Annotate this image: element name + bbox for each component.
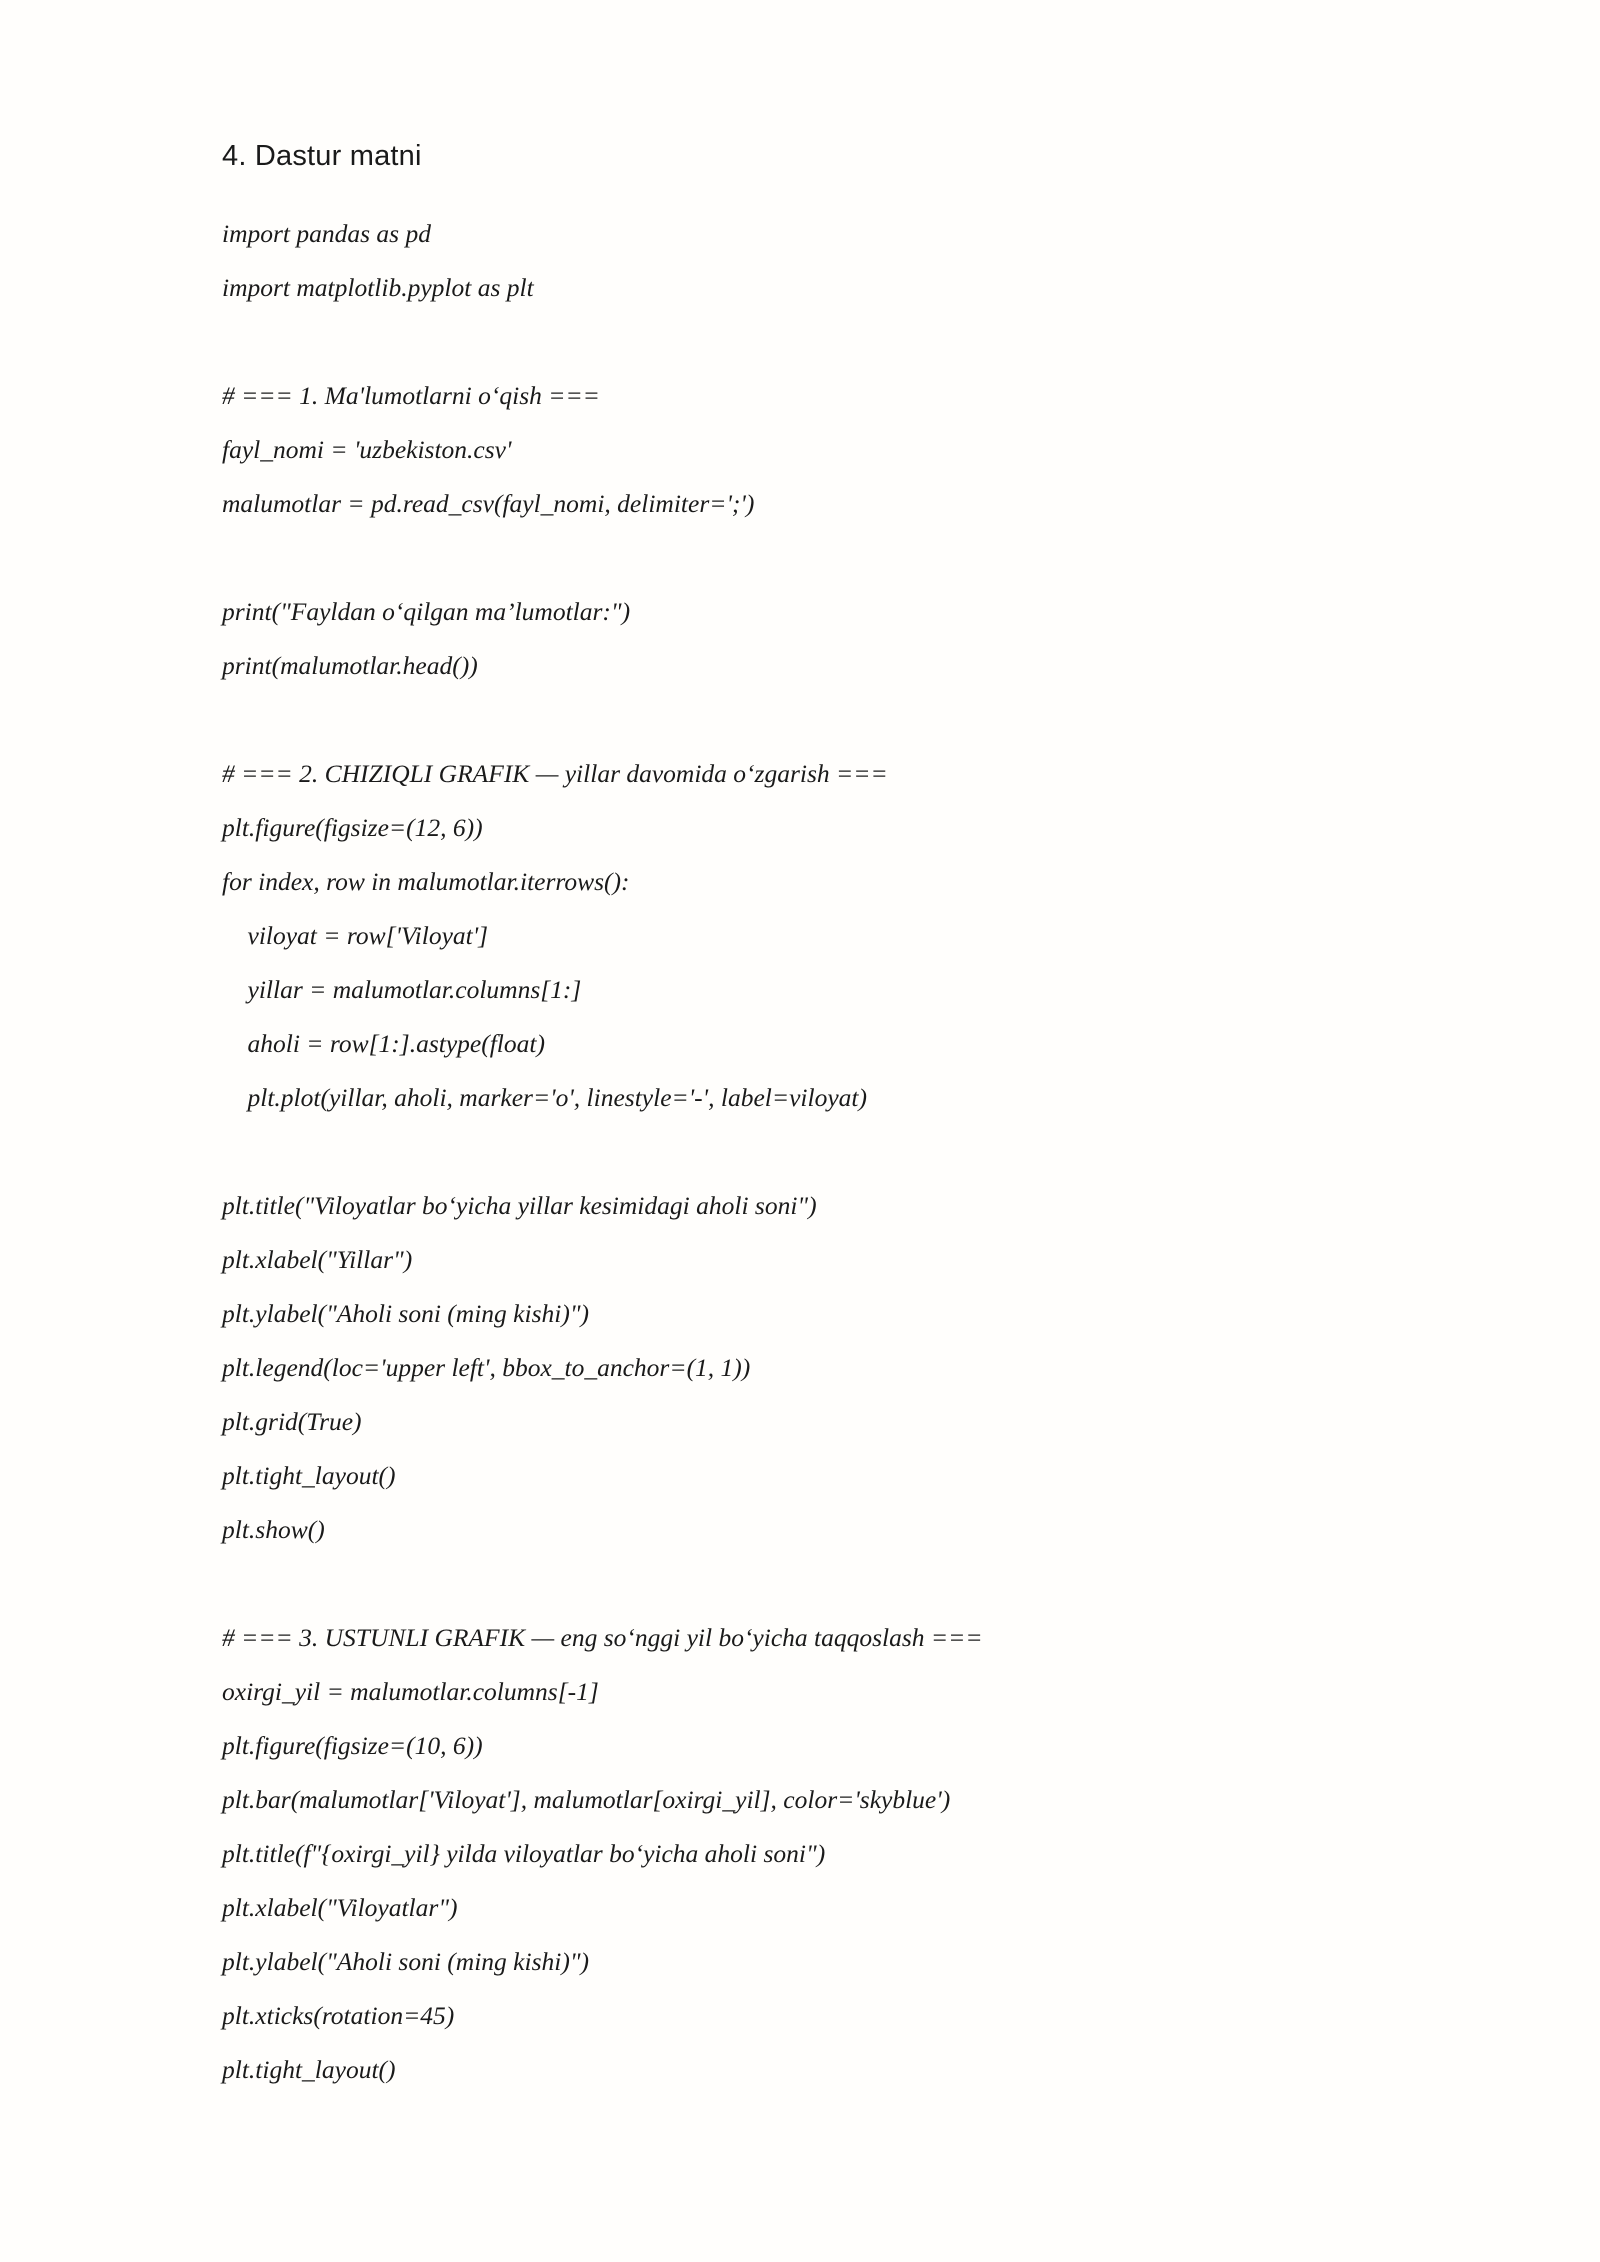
code-line: plt.figure(figsize=(12, 6))	[222, 813, 483, 842]
code-line: plt.xlabel("Yillar")	[222, 1245, 413, 1274]
code-line: plt.tight_layout()	[222, 2055, 396, 2084]
code-line	[222, 693, 1382, 747]
code-line: plt.ylabel("Aholi soni (ming kishi)")	[222, 1299, 590, 1328]
code-line: plt.title(f"{oxirgi_yil} yilda viloyatlar bo‘yicha aholi soni")	[222, 1839, 826, 1868]
page-title: 4. Dastur matni	[222, 140, 422, 172]
code-line	[222, 315, 1382, 369]
code-line: for index, row in malumotlar.iterrows():	[222, 867, 630, 896]
code-line: print(malumotlar.head())	[222, 651, 478, 680]
code-line: plt.legend(loc='upper left', bbox_to_anchor=(1, 1))	[222, 1353, 751, 1382]
code-line: fayl_nomi = 'uzbekiston.csv'	[222, 435, 512, 464]
code-line: plt.title("Viloyatlar bo‘yicha yillar kesimidagi aholi soni")	[222, 1191, 817, 1220]
code-line	[222, 531, 1382, 585]
code-line: plt.xlabel("Viloyatlar")	[222, 1893, 458, 1922]
code-line: plt.ylabel("Aholi soni (ming kishi)")	[222, 1947, 590, 1976]
document-content	[222, 140, 1382, 2097]
code-line: plt.show()	[222, 1515, 325, 1544]
program-code-block	[222, 207, 1382, 2097]
code-line: plt.xticks(rotation=45)	[222, 2001, 455, 2030]
code-line: plt.grid(True)	[222, 1407, 362, 1436]
code-line: import pandas as pd	[222, 219, 431, 248]
code-line: plt.plot(yillar, aholi, marker='o', linestyle='-', label=viloyat)	[222, 1083, 867, 1112]
code-line: # === 3. USTUNLI GRAFIK — eng so‘nggi yil bo‘yicha taqqoslash ===	[222, 1623, 983, 1652]
code-line: # === 1. Ma'lumotlarni o‘qish ===	[222, 381, 600, 410]
code-line: plt.figure(figsize=(10, 6))	[222, 1731, 483, 1760]
code-line	[222, 1125, 1382, 1179]
code-line: viloyat = row['Viloyat']	[222, 921, 489, 950]
code-line: print("Fayldan o‘qilgan ma’lumotlar:")	[222, 597, 631, 626]
code-line: plt.bar(malumotlar['Viloyat'], malumotlar[oxirgi_yil], color='skyblue')	[222, 1785, 951, 1814]
code-line: oxirgi_yil = malumotlar.columns[-1]	[222, 1677, 599, 1706]
code-line: # === 2. CHIZIQLI GRAFIK — yillar davomida o‘zgarish ===	[222, 759, 888, 788]
code-line	[222, 1557, 1382, 1611]
code-line: plt.tight_layout()	[222, 1461, 396, 1490]
code-line: yillar = malumotlar.columns[1:]	[222, 975, 582, 1004]
code-line: import matplotlib.pyplot as plt	[222, 273, 534, 302]
code-line: malumotlar = pd.read_csv(fayl_nomi, delimiter=';')	[222, 489, 755, 518]
code-line: aholi = row[1:].astype(float)	[222, 1029, 545, 1058]
